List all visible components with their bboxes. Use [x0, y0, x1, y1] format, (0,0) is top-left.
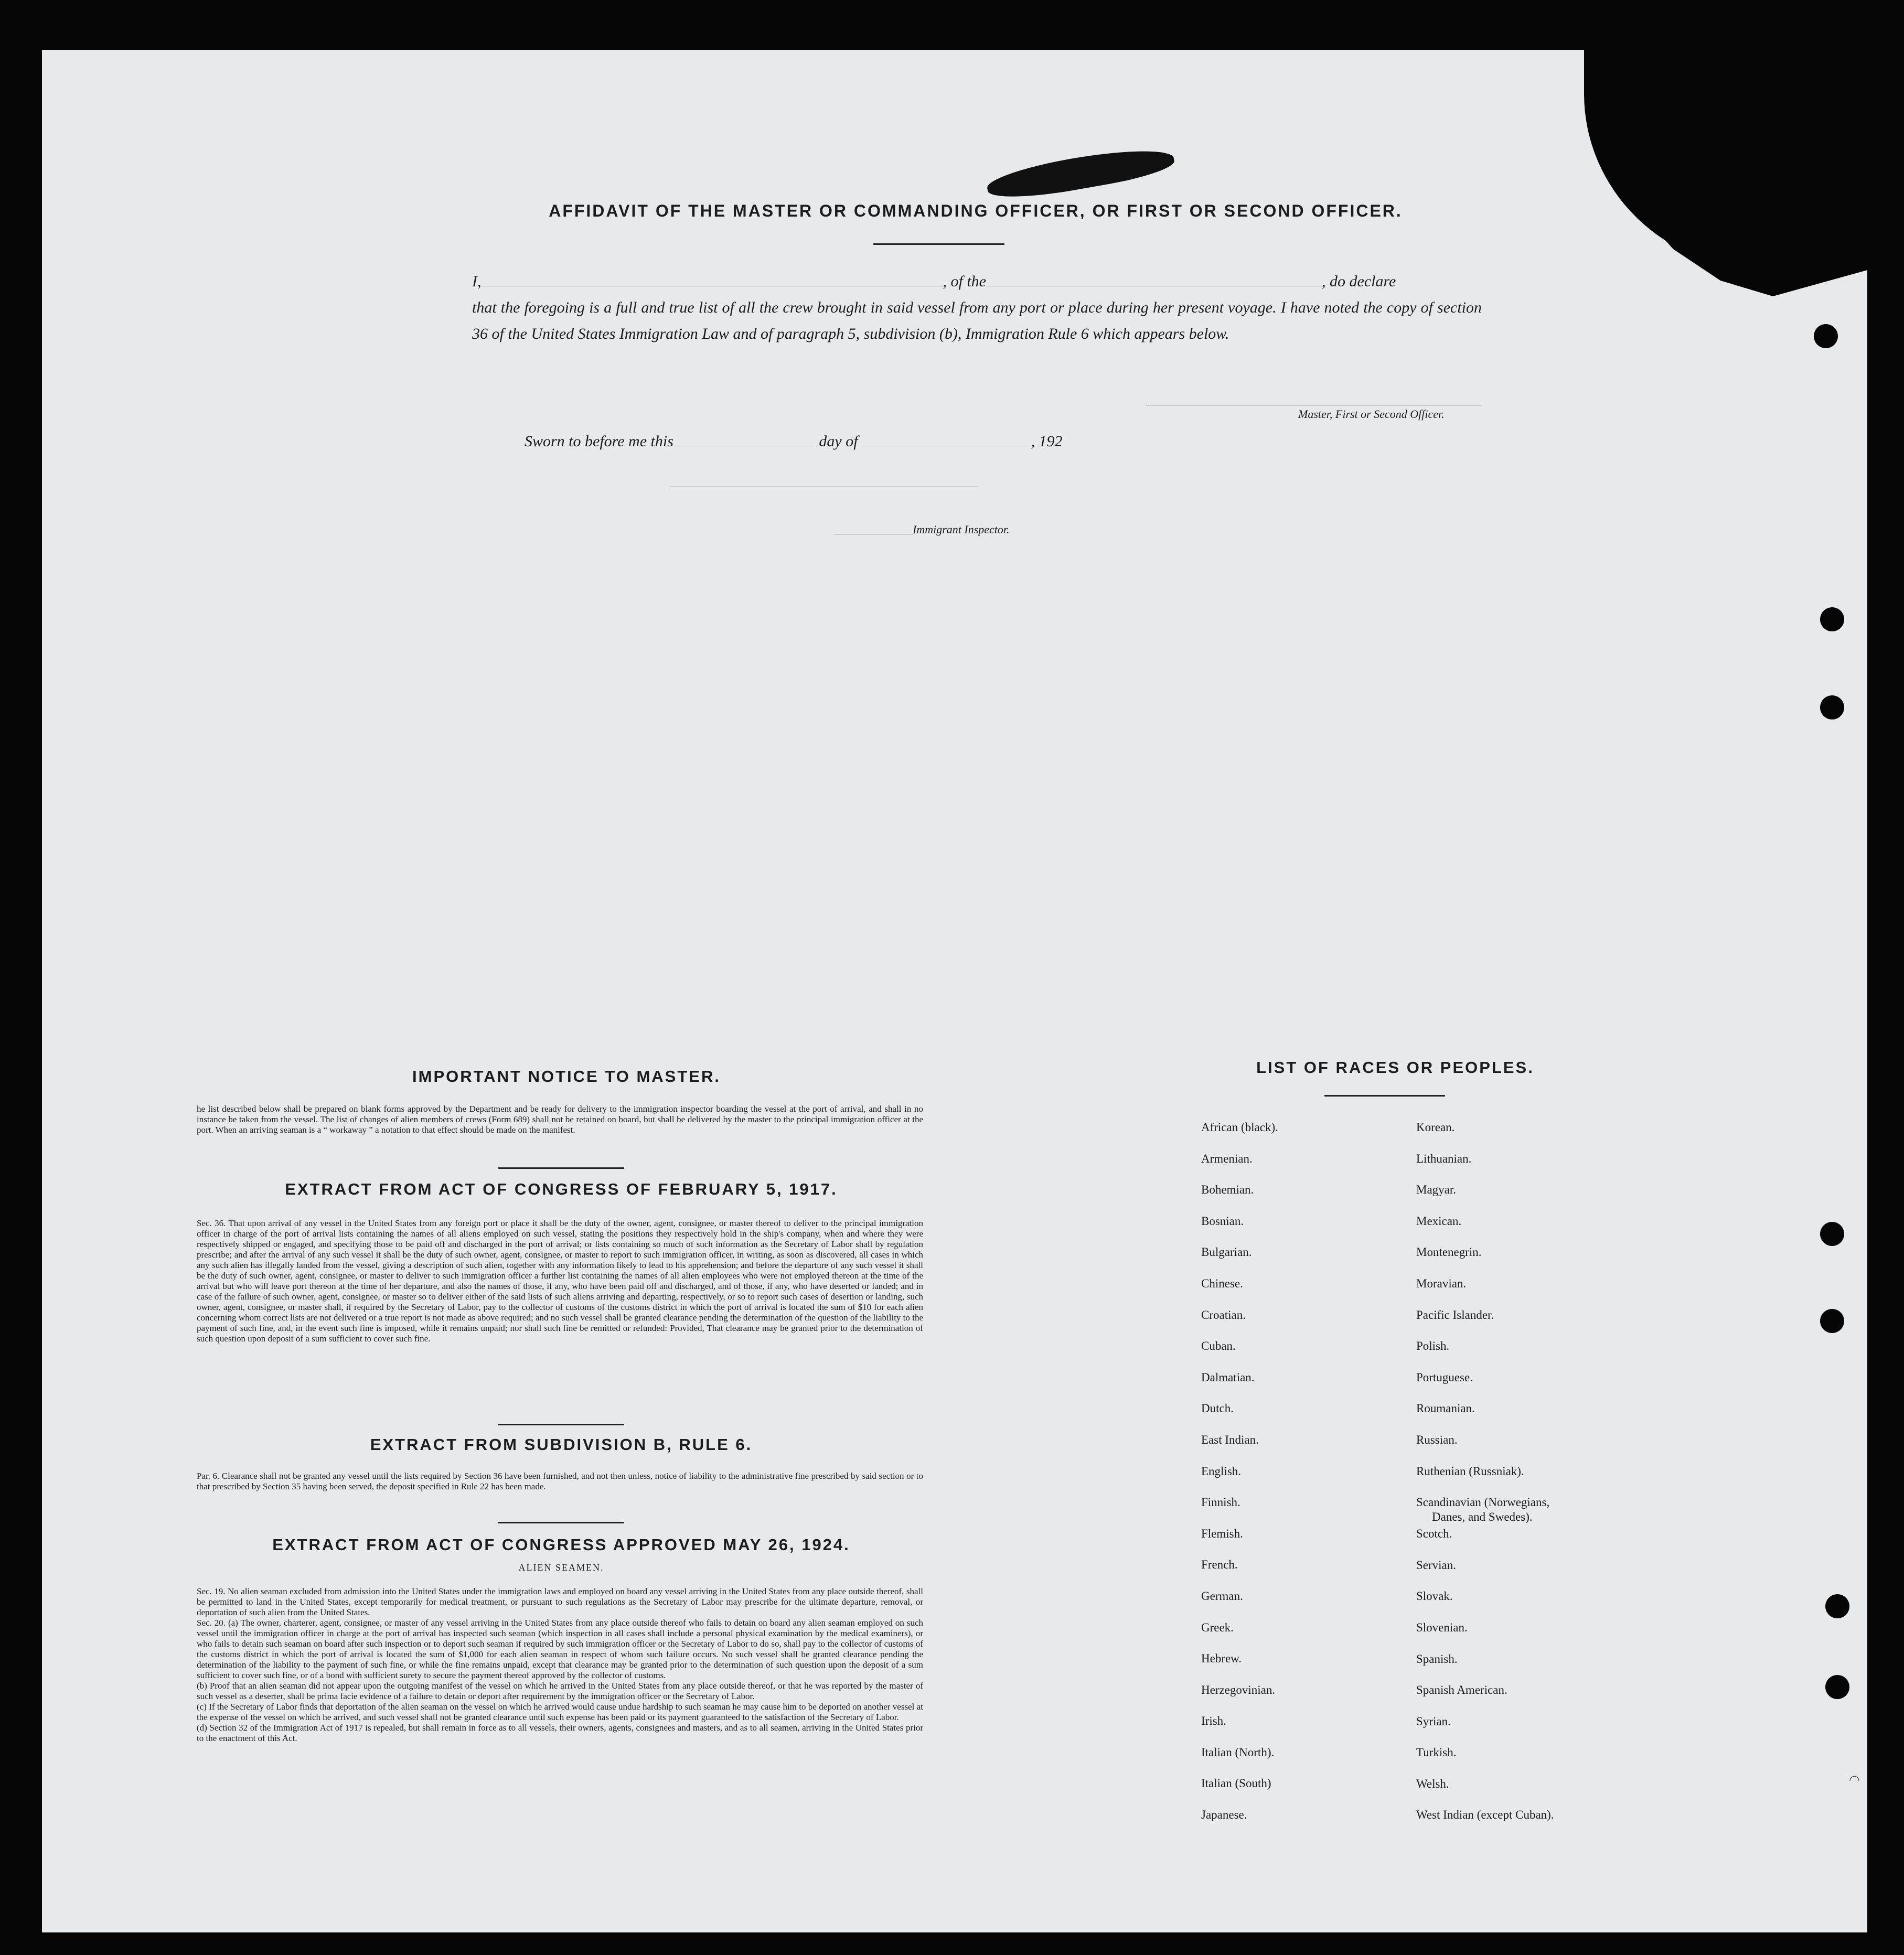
binder-hole: [1820, 1222, 1844, 1246]
race-item: Chinese.: [1201, 1276, 1243, 1290]
race-item: Croatian.: [1201, 1308, 1246, 1322]
extract-1924-text: [197, 1586, 923, 1744]
race-item: Servian.: [1416, 1558, 1457, 1572]
affidavit-title: AFFIDAVIT OF THE MASTER OR COMMANDING OFFICER, OR FIRST OR SECOND OFFICER.: [549, 201, 1403, 220]
race-item: Ruthenian (Russniak).: [1416, 1464, 1524, 1478]
divider: [498, 1167, 624, 1169]
race-item: Welsh.: [1416, 1777, 1449, 1790]
extract-1917-title: EXTRACT FROM ACT OF CONGRESS OF FEBRUARY 5, 1917.: [285, 1180, 838, 1198]
race-item: Cuban.: [1201, 1339, 1236, 1353]
declaration-label: , of the: [943, 273, 986, 290]
race-item: Lithuanian.: [1416, 1152, 1472, 1165]
race-item: Polish.: [1416, 1339, 1450, 1353]
race-item: Dalmatian.: [1201, 1370, 1255, 1384]
race-item: African (black).: [1201, 1121, 1278, 1134]
extract-1924-title: EXTRACT FROM ACT OF CONGRESS APPROVED MAY 26, 1924.: [272, 1535, 850, 1554]
divider: [498, 1424, 624, 1425]
race-item: Turkish.: [1416, 1746, 1457, 1759]
extract-1924-subtitle: ALIEN SEAMEN.: [518, 1562, 604, 1573]
section-20d: (d) Section 32 of the Immigration Act of 1917 is repealed, but shall remain in force as to all vessels, their owners, agents, consignees and masters, and as to all seamen, arriving in the United States prior to the enactment of this Act.: [197, 1723, 923, 1743]
race-item: Spanish.: [1416, 1652, 1458, 1666]
section-20a: Sec. 20. (a) The owner, charterer, agent, consignee, or master of any vessel arriving in the United States from any place outside thereof who fails to detain on board any alien seaman employed on such vessel until the immigration officer in charge at the port of arrival has inspected such seaman (which inspection in all cases shall include a personal physical examination by the medical examiners), or who fails to detain such seaman on board after such inspection or to deport such seaman if required by such immigration officer or the Secretary of Labor to do so, shall pay to the collector of customs of the customs district in which the port of arrival is located the sum of $1,000 for each alien seaman in respect of whom such failure occurs. No such vessel shall be granted clearance pending the determination of the liability to the payment of such fine, or while the fine remains unpaid, except that clearance may be granted prior to the determination of such question upon the deposit of a sum sufficient to cover such fine, or of a bond with sufficient surety to secure the payment thereof approved by the collector of customs.: [197, 1618, 923, 1680]
binder-hole: [1814, 324, 1838, 348]
declaration-text: that the foregoing is a full and true list of all the crew brought in said vessel from any port or place during her present voyage. I have noted the copy of section 36 of the United States Immigration Law and of paragraph 5, subdivision (b), Immigration Rule 6 which appears below.: [472, 299, 1482, 342]
race-item: Bohemian.: [1201, 1183, 1254, 1197]
sworn-label: Sworn to before me this: [525, 433, 673, 450]
races-left-column: [1201, 1112, 1278, 1831]
race-item: Syrian.: [1416, 1714, 1451, 1728]
race-item: Montenegrin.: [1416, 1245, 1482, 1259]
extract-1917-text: Sec. 36. That upon arrival of any vessel in the United States from any foreign port or place it shall be the duty of the owner, agent, consignee, or master thereof to deliver to the principal immigration officer in charge of the port of arrival lists containing the names of all aliens employed on such vessel, stating the positions they respectively hold in the ship's company, when and where they were respectively shipped or engaged, and specifying those to be paid off and discharged in the port of arrival; or lists containing so much of such information as the Secretary of Labor shall by regulation prescribe; and after the arrival of any such vessel it shall be the duty of such owner, agent, consignee, or master to report to such immigration officer, in writing, as soon as discovered, all cases in which any such alien has illegally landed from the vessel, giving a description of such alien, together with any information likely to lead to his apprehension; and before the departure of any such vessel it shall be the duty of such owner, agent, consignee, or master to deliver to such immigration officer a further list containing the names of all alien employees who were not employed thereon at the time of the arrival but who will leave port thereon at the time of her departure, and also the names of those, if any, who have been paid off and discharged, and of those, if any, who have deserted or landed; and in case of the failure of such owner, agent, consignee, or master so to deliver either of the said lists of such aliens arriving and departing, respectively, or so to report such cases of desertion or landing, such owner, agent, consignee, or master shall, if required by the Secretary of Labor, pay to the collector of customs of the customs district in which the port of arrival is located the sum of $10 for each alien concerning whom correct lists are not delivered or a true report is not made as above required; and no such vessel shall be granted clearance pending the determination of the question of the liability to the payment of such fine, and, in the event such fine is imposed, while it remains unpaid; nor shall such fine be remitted or refunded: Provided, That clearance may be granted prior to the determination of such question upon deposit of a sum sufficient to cover such fine.: [197, 1218, 923, 1344]
sworn-label: day of: [819, 433, 858, 450]
race-item: Portuguese.: [1416, 1370, 1473, 1384]
race-item: Slovenian.: [1416, 1620, 1468, 1634]
signature-caption: Master, First or Second Officer.: [1298, 407, 1445, 421]
divider: [498, 1522, 624, 1523]
section-19: Sec. 19. No alien seaman excluded from admission into the United States under the immigration laws and employed on board any vessel arriving in the United States from any place outside thereof, shall be permitted to land in the United States, except temporarily for medical treatment, or pursuant to such regulations as the Secretary of Labor may prescribe for the ultimate departure, removal, or deportation of such alien from the United States.: [197, 1586, 923, 1617]
binder-hole: [1820, 695, 1844, 719]
race-item: Italian (North).: [1201, 1745, 1275, 1759]
race-item: Hebrew.: [1201, 1652, 1242, 1666]
race-item: Finnish.: [1201, 1496, 1240, 1509]
race-item: Flemish.: [1201, 1527, 1243, 1540]
race-item: Bosnian.: [1201, 1214, 1244, 1228]
race-item: Bulgarian.: [1201, 1245, 1252, 1259]
race-item: Scotch.: [1416, 1527, 1452, 1541]
race-item: Pacific Islander.: [1416, 1308, 1494, 1322]
race-item: Mexican.: [1416, 1214, 1462, 1228]
extract-rule6-text: Par. 6. Clearance shall not be granted any vessel until the lists required by Section 36 have been furnished, and not then unless, notice of liability to the administrative fine prescribed by said section or to that prescribed by Section 35 having been served, the deposit specified in Rule 22 has been made.: [197, 1471, 923, 1491]
binder-hole: [1820, 607, 1844, 631]
year-label: , 192: [1031, 433, 1063, 450]
section-20b: (b) Proof that an alien seaman did not appear upon the outgoing manifest of the vessel on which he arrived in the United States from any place outside thereof, or that he was reported by the master of such vessel as a deserter, shall be prima facie evidence of a failure to detain or deport after requirement by the immigration officer or the Secretary of Labor.: [197, 1681, 923, 1701]
declaration-label: , do declare: [1322, 273, 1396, 290]
race-item: Magyar.: [1416, 1183, 1457, 1197]
declaration-line: [472, 268, 1482, 295]
race-item: English.: [1201, 1464, 1242, 1478]
race-item: Moravian.: [1416, 1276, 1467, 1290]
page-mark: ◠: [1849, 1774, 1860, 1787]
race-item: Japanese.: [1201, 1808, 1247, 1822]
race-item: French.: [1201, 1558, 1238, 1572]
races-title: LIST OF RACES OR PEOPLES.: [1256, 1058, 1534, 1077]
race-item: West Indian (except Cuban).: [1416, 1808, 1554, 1822]
races-right-column: [1416, 1112, 1554, 1831]
race-item-continued: Danes, and Swedes).: [1432, 1510, 1533, 1524]
race-item: Spanish American.: [1416, 1683, 1507, 1697]
affidavit-body: [472, 268, 1482, 347]
binder-hole: [1820, 1309, 1844, 1333]
declaration-label: I,: [472, 273, 482, 290]
race-item: Scandinavian (Norwegians,: [1416, 1496, 1550, 1509]
binder-hole: [1825, 1594, 1849, 1618]
race-item: Dutch.: [1201, 1402, 1234, 1415]
divider: [1324, 1095, 1445, 1097]
race-item: German.: [1201, 1589, 1243, 1603]
race-item: Italian (South): [1201, 1777, 1271, 1790]
race-item: East Indian.: [1201, 1433, 1259, 1446]
race-item: Irish.: [1201, 1714, 1226, 1728]
race-item: Slovak.: [1416, 1589, 1453, 1603]
race-item: Armenian.: [1201, 1152, 1253, 1165]
notice-text: he list described below shall be prepared on blank forms approved by the Department and be ready for delivery to the immigration inspector boarding the vessel at the port of arrival, and shall in no instance be taken from the vessel. The list of changes of alien members of crews (Form 689) shall not be retained on board, but shall be delivered by the master to the principal immigration officer at the port. When an arriving seaman is a “ workaway ” a notation to that effect should be made on the manifest.: [197, 1104, 923, 1135]
race-item: Herzegovinian.: [1201, 1683, 1276, 1696]
binder-hole: [1825, 1675, 1849, 1699]
extract-rule6-title: EXTRACT FROM SUBDIVISION B, RULE 6.: [370, 1435, 753, 1454]
sworn-line: [525, 433, 1063, 450]
section-20c: (c) If the Secretary of Labor finds that deportation of the alien seaman on the vessel on which he arrived would cause undue hardship to such seaman he may cause him to be deported on another vessel at the expense of the vessel on which he arrived, and such vessel shall not be granted clearance until such expense has been paid or its payment guaranteed to the satisfaction of the Secretary of Labor.: [197, 1702, 923, 1722]
race-item: Greek.: [1201, 1620, 1234, 1634]
race-item: Korean.: [1416, 1121, 1455, 1134]
notice-title: IMPORTANT NOTICE TO MASTER.: [412, 1067, 721, 1086]
divider: [873, 243, 1004, 245]
inspector-caption: Immigrant Inspector.: [913, 523, 1010, 536]
race-item: Russian.: [1416, 1433, 1458, 1446]
race-item: Roumanian.: [1416, 1402, 1475, 1415]
